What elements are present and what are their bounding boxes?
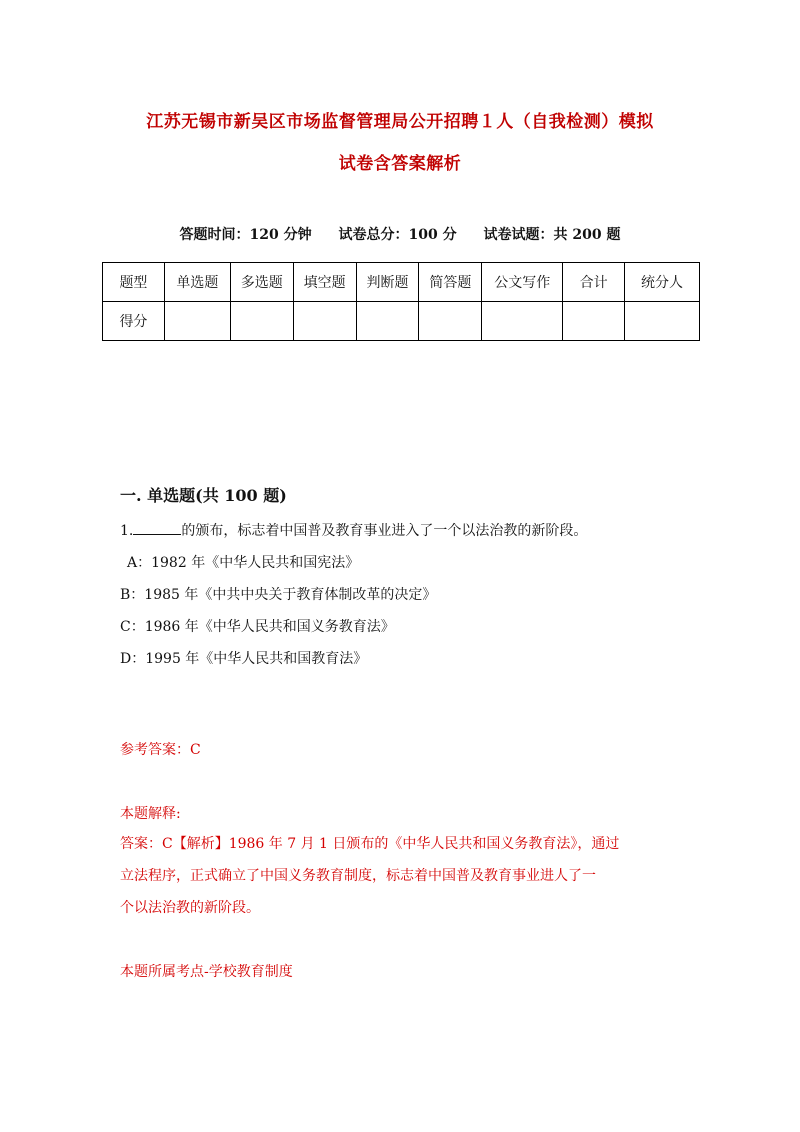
header-cell: 合计 bbox=[563, 263, 625, 302]
option-a: A：1982 年《中华人民共和国宪法》 bbox=[127, 555, 360, 571]
section-heading: 一. 单选题(共 100 题) bbox=[120, 486, 287, 505]
header-cell: 填空题 bbox=[293, 263, 356, 302]
exam-meta bbox=[0, 224, 800, 244]
score-cell bbox=[625, 302, 700, 341]
header-cell: 简答题 bbox=[419, 263, 482, 302]
score-table bbox=[102, 262, 700, 341]
score-cell bbox=[164, 302, 230, 341]
option-d: D：1995 年《中华人民共和国教育法》 bbox=[120, 651, 368, 667]
exam-question-count: 试卷试题：共 200 题 bbox=[483, 227, 621, 243]
score-cell bbox=[482, 302, 563, 341]
exam-total-score: 试卷总分：100 分 bbox=[338, 227, 457, 243]
document-title-line-1: 江苏无锡市新吴区市场监督管理局公开招聘１人（自我检测）模拟 bbox=[146, 112, 654, 132]
score-row-label: 得分 bbox=[103, 302, 165, 341]
header-cell: 判断题 bbox=[356, 263, 419, 302]
explanation-label: 本题解释: bbox=[120, 806, 181, 822]
option-c: C：1986 年《中华人民共和国义务教育法》 bbox=[120, 619, 395, 635]
header-cell: 多选题 bbox=[230, 263, 293, 302]
score-cell bbox=[563, 302, 625, 341]
score-table-score-row bbox=[103, 302, 700, 341]
score-cell bbox=[293, 302, 356, 341]
header-cell: 统分人 bbox=[625, 263, 700, 302]
question-text: 的颁布，标志着中国普及教育事业进入了一个以法治教的新阶段。 bbox=[181, 523, 588, 539]
document-title-line-2: 试卷含答案解析 bbox=[338, 154, 462, 174]
explanation-line: 立法程序，正式确立了中国义务教育制度，标志着中国普及教育事业进人了一 bbox=[120, 868, 596, 884]
header-cell: 题型 bbox=[103, 263, 165, 302]
answer-blank bbox=[133, 520, 181, 535]
question-number: 1. bbox=[120, 523, 134, 539]
explanation-line: 答案：C【解析】1986 年 7 月 1 日颁布的《中华人民共和国义务教育法》，通过 bbox=[120, 836, 620, 852]
option-b: B：1985 年《中共中央关于教育体制改革的决定》 bbox=[120, 587, 437, 603]
question-stem bbox=[120, 520, 587, 540]
reference-answer: 参考答案：C bbox=[120, 742, 201, 758]
score-table-header-row bbox=[103, 263, 700, 302]
topic-note: 本题所属考点-学校教育制度 bbox=[120, 964, 293, 980]
score-cell bbox=[230, 302, 293, 341]
score-cell bbox=[419, 302, 482, 341]
header-cell: 公文写作 bbox=[482, 263, 563, 302]
explanation-line: 个以法治教的新阶段。 bbox=[120, 900, 260, 916]
score-cell bbox=[356, 302, 419, 341]
exam-time: 答题时间：120 分钟 bbox=[179, 227, 312, 243]
header-cell: 单选题 bbox=[164, 263, 230, 302]
